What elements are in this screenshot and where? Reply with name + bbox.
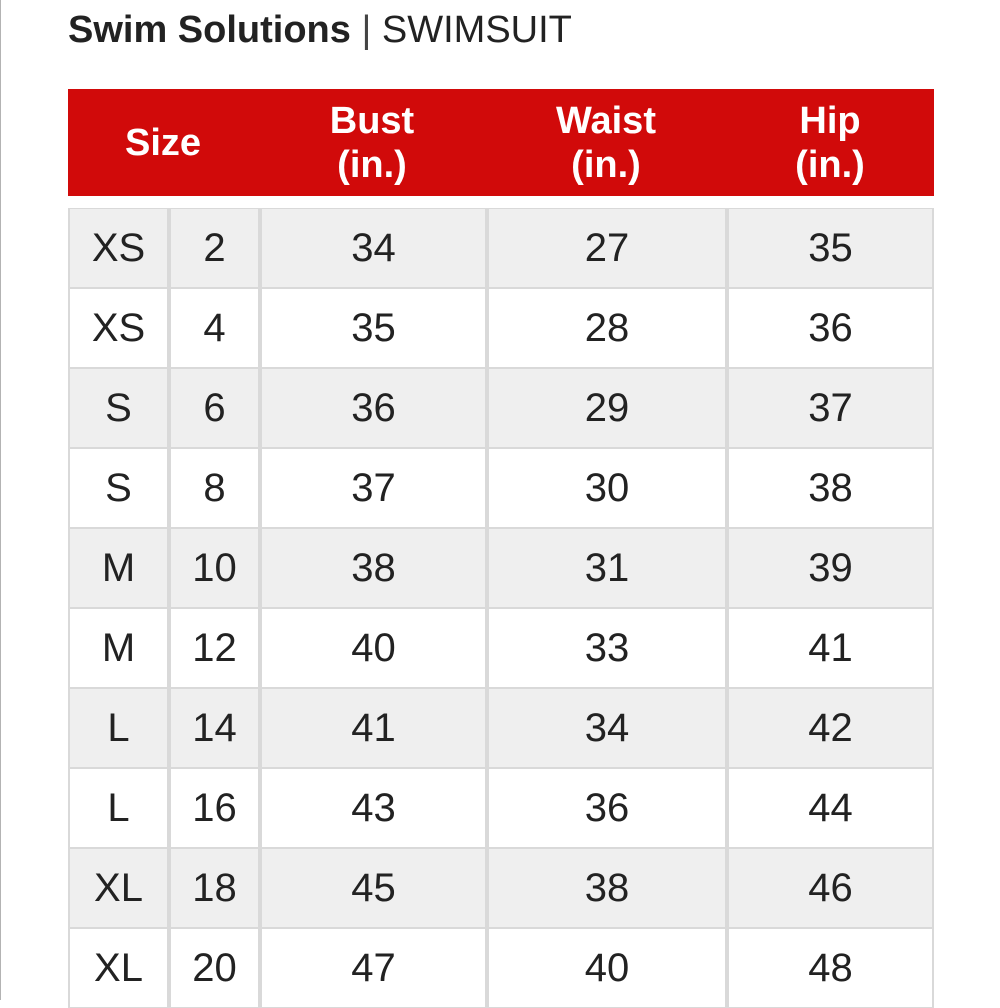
cell-waist: 29 (487, 368, 727, 448)
header-hip (726, 89, 934, 196)
page-title (68, 6, 572, 54)
cell-waist: 40 (487, 928, 727, 1008)
cell-size-letter: XS (68, 288, 169, 368)
cell-size-letter: L (68, 768, 169, 848)
cell-bust: 47 (260, 928, 487, 1008)
cell-waist: 27 (487, 208, 727, 288)
table-row (68, 608, 934, 688)
cell-hip: 42 (727, 688, 934, 768)
table-row (68, 928, 934, 1008)
cell-hip: 41 (727, 608, 934, 688)
cell-bust: 45 (260, 848, 487, 928)
cell-hip: 44 (727, 768, 934, 848)
table-row (68, 448, 934, 528)
cell-bust: 43 (260, 768, 487, 848)
header-waist (486, 89, 726, 196)
cell-hip: 48 (727, 928, 934, 1008)
header-size-label: Size (124, 121, 202, 164)
header-size (68, 89, 258, 196)
cell-hip: 35 (727, 208, 934, 288)
cell-bust: 36 (260, 368, 487, 448)
cell-size-number: 14 (169, 688, 260, 768)
size-chart-header (68, 89, 934, 196)
cell-waist: 28 (487, 288, 727, 368)
table-row (68, 528, 934, 608)
cell-waist: 30 (487, 448, 727, 528)
size-chart-table (68, 208, 934, 1008)
cell-size-number: 20 (169, 928, 260, 1008)
cell-hip: 37 (727, 368, 934, 448)
header-bust (258, 89, 486, 196)
cell-waist: 31 (487, 528, 727, 608)
cell-bust: 40 (260, 608, 487, 688)
table-row (68, 688, 934, 768)
cell-size-letter: XS (68, 208, 169, 288)
cell-size-number: 18 (169, 848, 260, 928)
cell-hip: 39 (727, 528, 934, 608)
cell-size-number: 16 (169, 768, 260, 848)
cell-size-letter: S (68, 368, 169, 448)
cell-waist: 34 (487, 688, 727, 768)
cell-size-number: 6 (169, 368, 260, 448)
cell-bust: 38 (260, 528, 487, 608)
cell-size-number: 8 (169, 448, 260, 528)
cell-hip: 38 (727, 448, 934, 528)
cell-size-letter: XL (68, 928, 169, 1008)
cell-hip: 36 (727, 288, 934, 368)
brand-name: Swim Solutions (68, 9, 351, 51)
table-row (68, 368, 934, 448)
cell-size-letter: XL (68, 848, 169, 928)
header-bust-label: Bust (329, 99, 415, 142)
cell-waist: 36 (487, 768, 727, 848)
product-name: SWIMSUIT (381, 9, 572, 51)
cell-bust: 41 (260, 688, 487, 768)
header-waist-unit: (in.) (571, 143, 641, 186)
table-row (68, 208, 934, 288)
table-row (68, 768, 934, 848)
cell-size-number: 10 (169, 528, 260, 608)
cell-waist: 33 (487, 608, 727, 688)
cell-size-letter: M (68, 608, 169, 688)
title-separator: | (361, 9, 372, 51)
cell-bust: 37 (260, 448, 487, 528)
cell-waist: 38 (487, 848, 727, 928)
cell-size-letter: L (68, 688, 169, 768)
header-hip-unit: (in.) (795, 143, 865, 186)
cell-bust: 35 (260, 288, 487, 368)
cell-size-number: 4 (169, 288, 260, 368)
table-row (68, 288, 934, 368)
table-row (68, 848, 934, 928)
cell-hip: 46 (727, 848, 934, 928)
header-hip-label: Hip (799, 99, 861, 142)
header-bust-unit: (in.) (337, 143, 407, 186)
cell-bust: 34 (260, 208, 487, 288)
header-waist-label: Waist (556, 99, 656, 142)
cell-size-letter: M (68, 528, 169, 608)
left-edge-rule (0, 0, 1, 1000)
cell-size-number: 2 (169, 208, 260, 288)
cell-size-number: 12 (169, 608, 260, 688)
cell-size-letter: S (68, 448, 169, 528)
